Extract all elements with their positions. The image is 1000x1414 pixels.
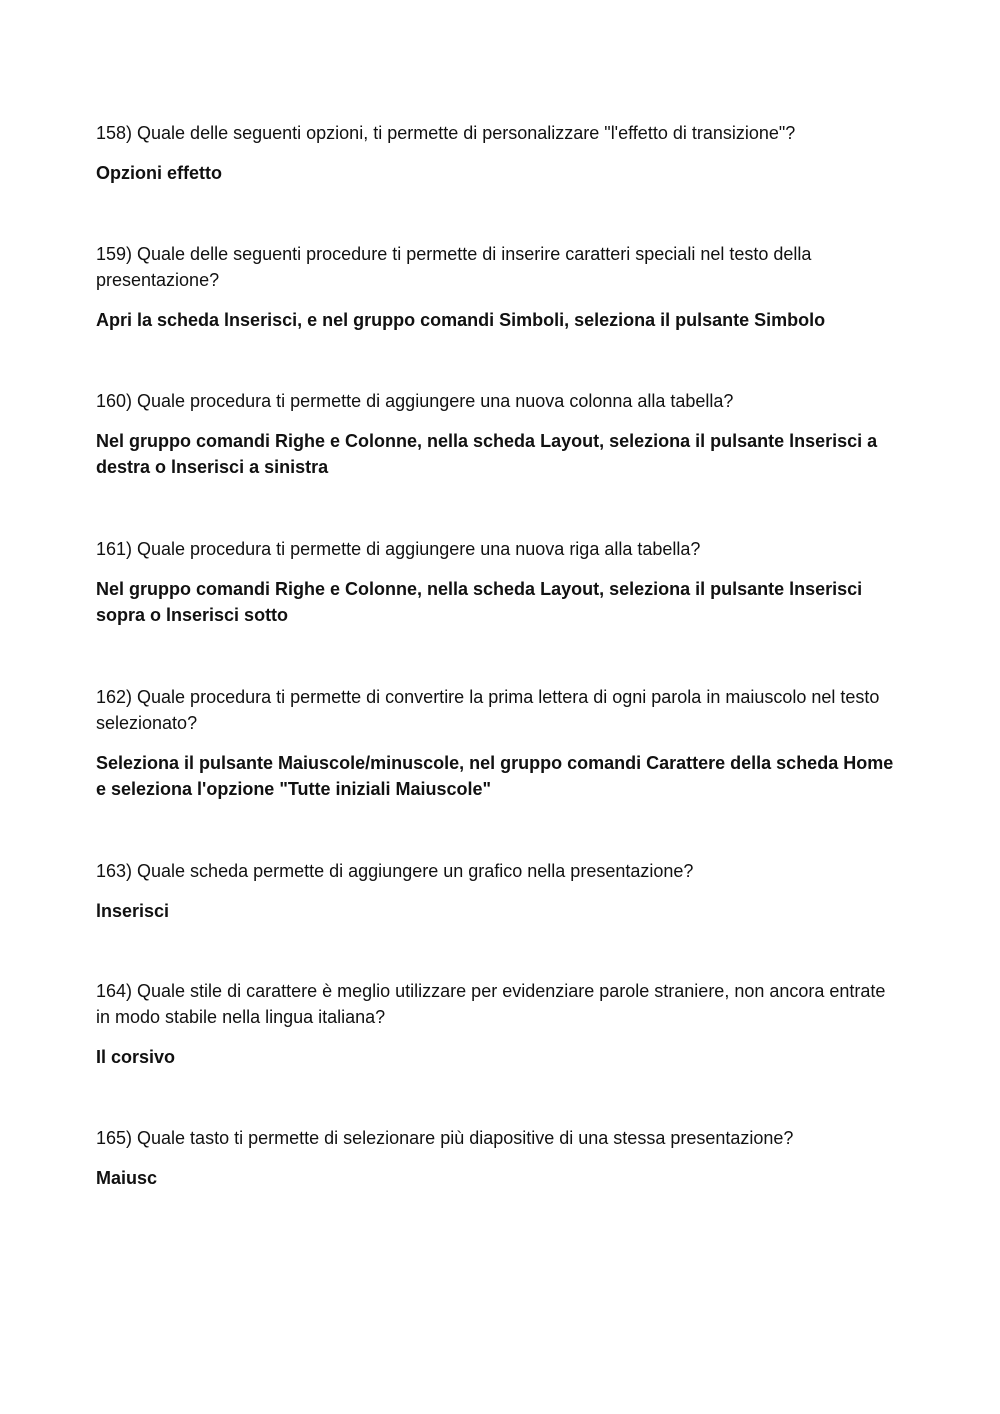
- qa-item-158: [96, 120, 896, 186]
- qa-item-159: [96, 241, 896, 333]
- answer-165: Maiusc: [96, 1168, 158, 1188]
- qa-item-165: [96, 1125, 896, 1191]
- answer-161: Nel gruppo comandi Righe e Colonne, nella scheda Layout, seleziona il pulsante lnserisci sopra o lnserisci sotto: [96, 579, 863, 625]
- answer-158: Opzioni effetto: [96, 163, 222, 183]
- question-165: 165) Quale tasto ti permette di selezionare più diapositive di una stessa presentazione?: [96, 1128, 794, 1148]
- answer-160: Nel gruppo comandi Righe e Colonne, nella scheda Layout, seleziona il pulsante lnserisci a destra o lnserisci a sinistra: [96, 431, 878, 477]
- question-163: 163) Quale scheda permette di aggiungere un grafico nella presentazione?: [96, 861, 694, 881]
- question-160: 160) Quale procedura ti permette di aggiungere una nuova colonna alla tabella?: [96, 391, 734, 411]
- question-164: 164) Quale stile di carattere è meglio utilizzare per evidenziare parole straniere, non ancora entrate in modo stabile nella lingua italiana?: [96, 981, 886, 1027]
- qa-item-162: [96, 684, 896, 802]
- qa-item-161: [96, 536, 896, 628]
- answer-163: lnserisci: [96, 901, 170, 921]
- question-161: 161) Quale procedura ti permette di aggiungere una nuova riga alla tabella?: [96, 539, 701, 559]
- question-162: 162) Quale procedura ti permette di convertire la prima lettera di ogni parola in maiuscolo nel testo selezionato?: [96, 687, 880, 733]
- answer-164: Il corsivo: [96, 1047, 176, 1067]
- qa-item-164: [96, 978, 896, 1070]
- qa-item-160: [96, 388, 896, 480]
- answer-159: Apri la scheda lnserisci, e nel gruppo comandi Simboli, seleziona il pulsante Simbolo: [96, 310, 826, 330]
- qa-item-163: [96, 858, 896, 924]
- question-158: 158) Quale delle seguenti opzioni, ti permette di personalizzare "l'effetto di transizione"?: [96, 123, 796, 143]
- question-159: 159) Quale delle seguenti procedure ti permette di inserire caratteri speciali nel testo della presentazione?: [96, 244, 812, 290]
- answer-162: Seleziona il pulsante Maiuscole/minuscole, nel gruppo comandi Carattere della scheda Home e seleziona l'opzione "Tutte iniziali Maiuscole": [96, 753, 894, 799]
